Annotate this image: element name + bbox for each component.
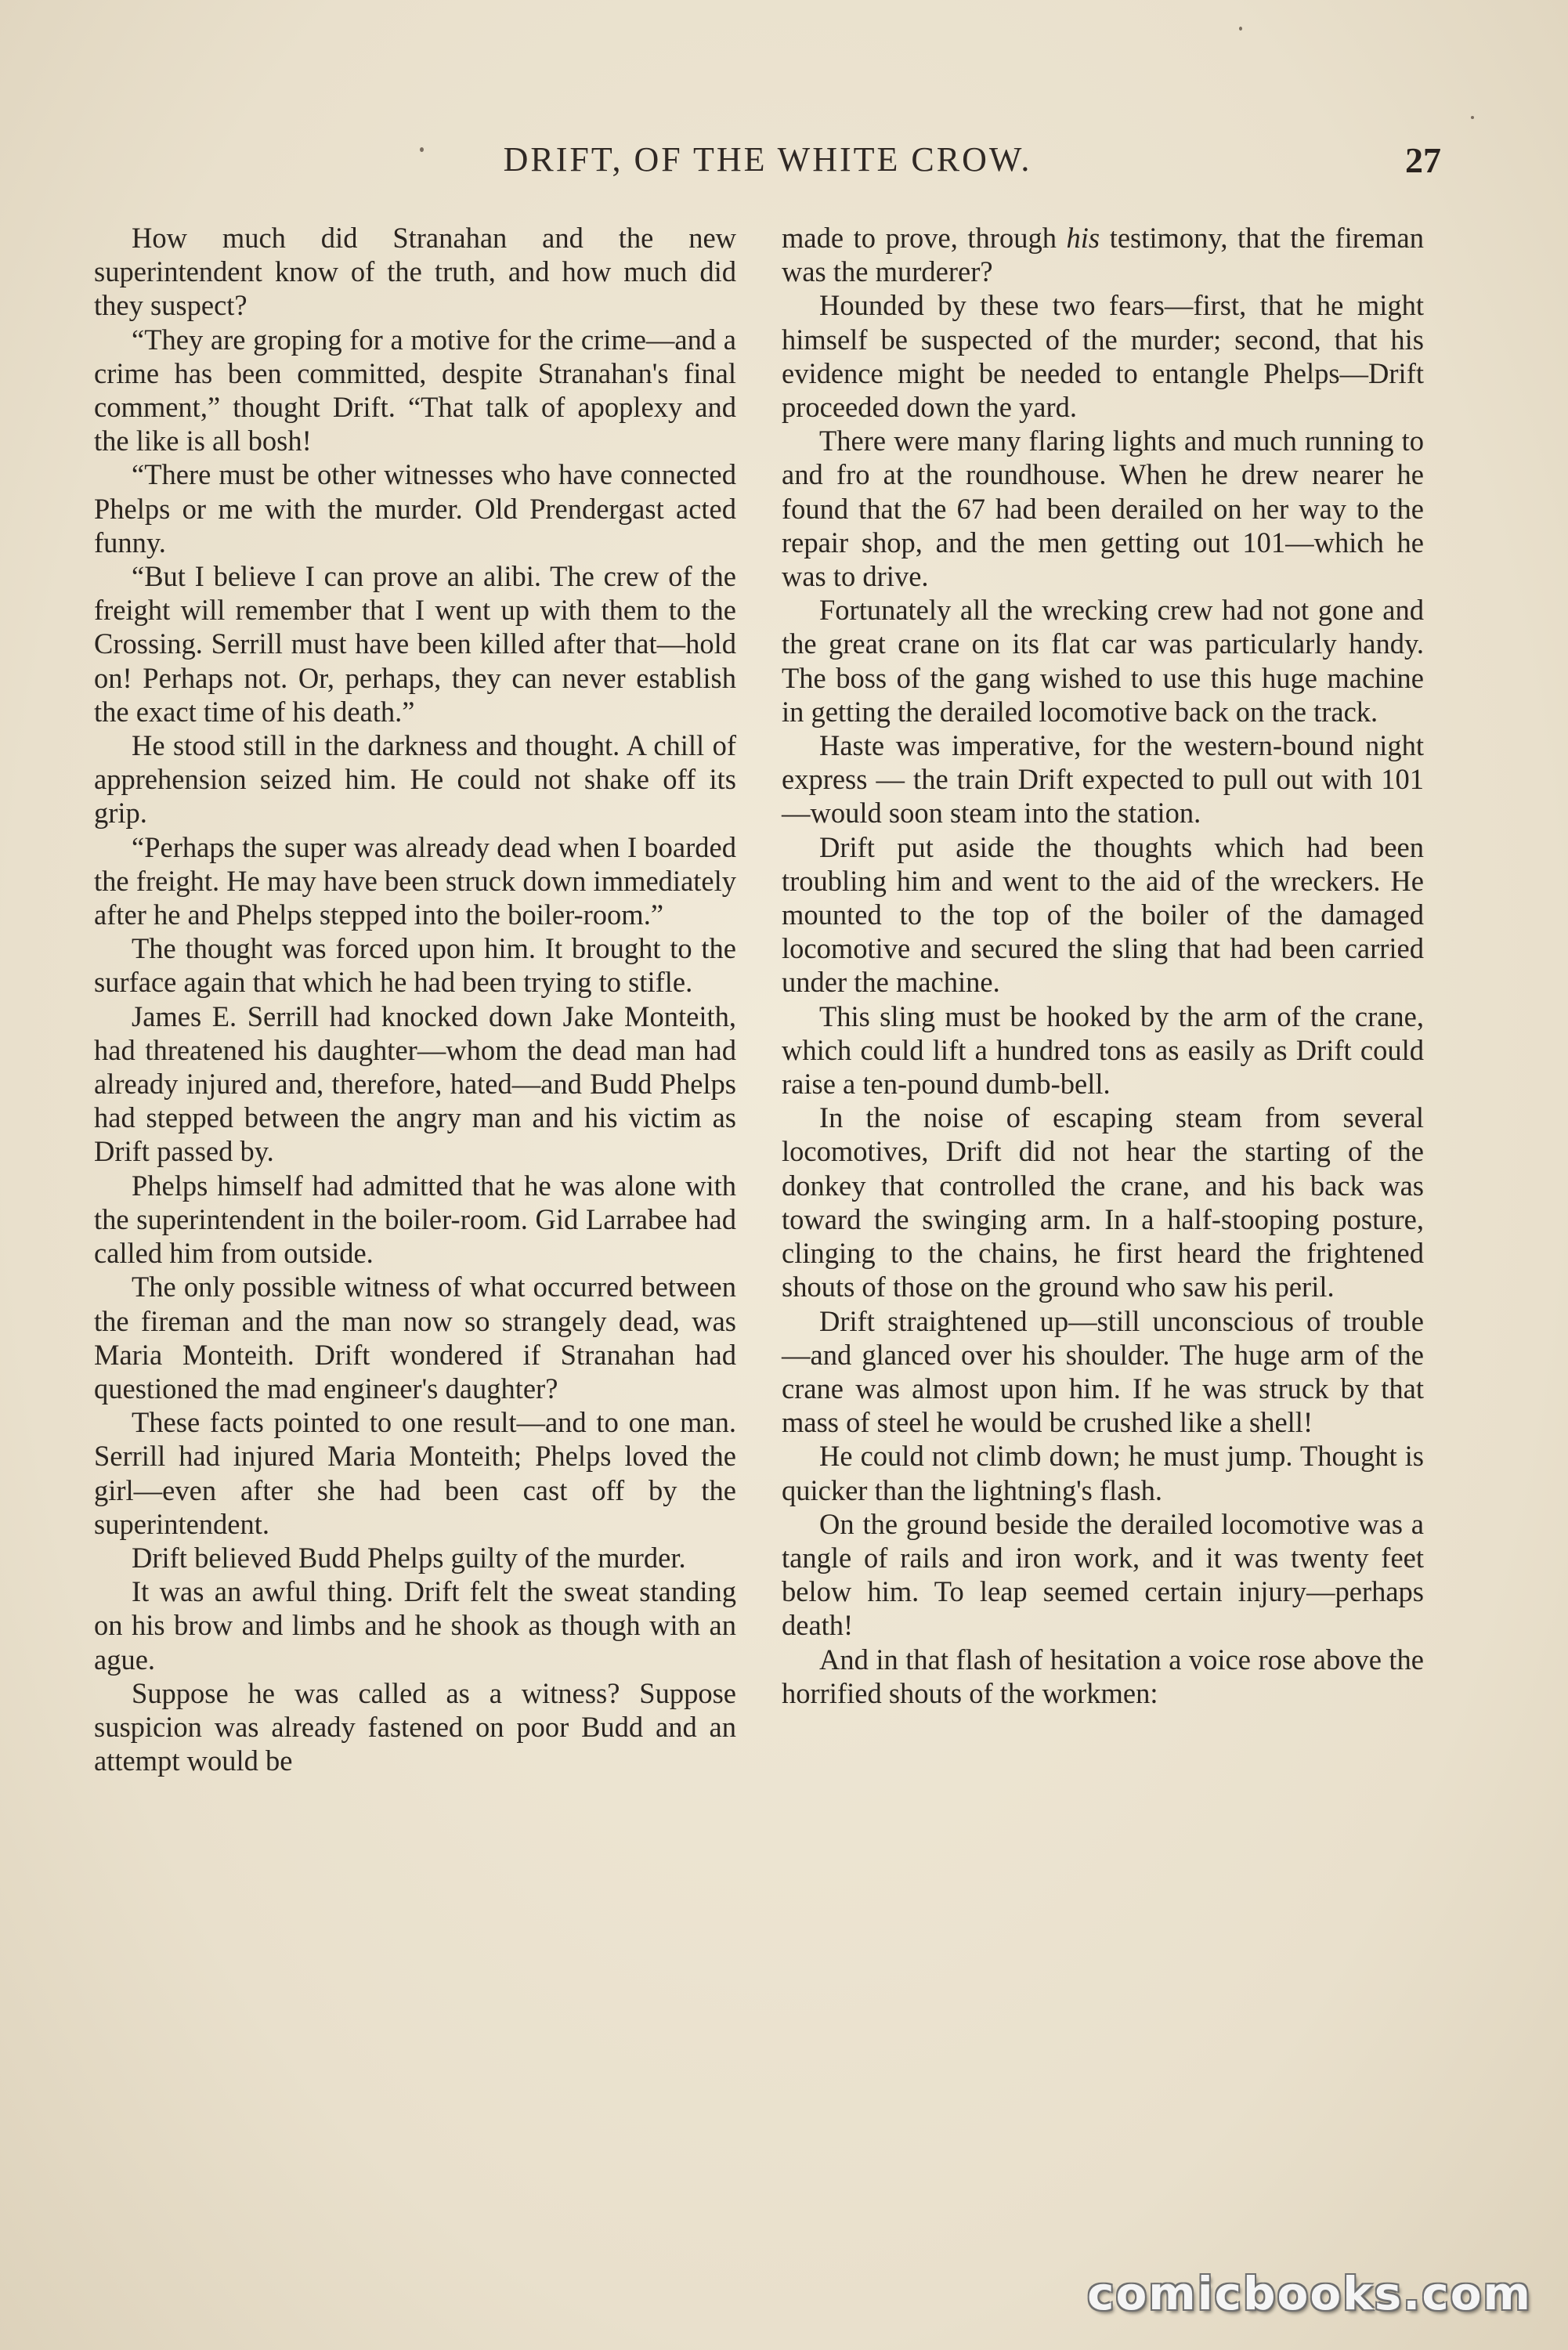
paragraph: Haste was imperative, for the western-bound night express — the train Drift expected to pull out with 101—would soon steam into the station. <box>782 729 1424 830</box>
ink-speck <box>1471 116 1474 119</box>
paragraph: James E. Serrill had knocked down Jake Monteith, had threatened his daughter—whom the dead man had already injured and, therefore, hated—and Budd Phelps had stepped between the angry man and his victim as Drift passed by. <box>94 1000 736 1168</box>
left-text-column <box>94 221 736 2195</box>
paragraph: The thought was forced upon him. It brought to the surface again that which he had been trying to stifle. <box>94 932 736 999</box>
ink-speck <box>1239 27 1242 31</box>
paragraph: “There must be other witnesses who have connected Phelps or me with the murder. Old Prendergast acted funny. <box>94 458 736 559</box>
paragraph: And in that flash of hesitation a voice rose above the horrified shouts of the workmen: <box>782 1643 1424 1709</box>
watermark: comicbooks.com <box>1087 2267 1532 2320</box>
paragraph: Fortunately all the wrecking crew had not gone and the great crane on its flat car was particularly handy. The boss of the gang wished to use this huge machine in getting the derailed locomotive back on the track. <box>782 594 1424 728</box>
paragraph: Suppose he was called as a witness? Suppose suspicion was already fastened on poor Budd and an attempt would be <box>94 1676 736 1777</box>
paragraph: He could not climb down; he must jump. Thought is quicker than the lightning's flash. <box>782 1440 1424 1506</box>
paragraph: This sling must be hooked by the arm of the crane, which could lift a hundred tons as easily as Drift could raise a ten-pound dumb-bell. <box>782 1000 1424 1101</box>
paragraph: The only possible witness of what occurred between the fireman and the man now so strangely dead, was Maria Monteith. Drift wondered if Stranahan had questioned the mad engineer's daughter? <box>94 1271 736 1405</box>
paragraph: It was an awful thing. Drift felt the sweat standing on his brow and limbs and he shook as though with an ague. <box>94 1575 736 1676</box>
page-number: 27 <box>1405 140 1441 180</box>
paragraph: Drift straightened up—still unconscious of trouble—and glanced over his shoulder. The huge arm of the crane was almost upon him. If he was struck by that mass of steel he would be crushed like a shell! <box>782 1304 1424 1439</box>
right-text-column <box>782 221 1424 2195</box>
paragraph: made to prove, through his testimony, that the fireman was the murderer? <box>782 222 1424 288</box>
page-header <box>94 139 1441 194</box>
paragraph: Drift put aside the thoughts which had been troubling him and went to the aid of the wreckers. He mounted to the top of the boiler of the damaged locomotive and secured the sling that had been carried under the machine. <box>782 830 1424 999</box>
paragraph: These facts pointed to one result—and to one man. Serrill had injured Maria Monteith; Phelps loved the girl—even after she had been cast off by the superintendent. <box>94 1406 736 1540</box>
paragraph: Hounded by these two fears—first, that he might himself be suspected of the murder; second, that his evidence might be needed to entangle Phelps—Drift proceeded down the yard. <box>782 289 1424 424</box>
paragraph: Drift believed Budd Phelps guilty of the murder. <box>132 1541 686 1574</box>
paragraph: He stood still in the darkness and thought. A chill of apprehension seized him. He could not shake off its grip. <box>94 729 736 830</box>
paragraph: “But I believe I can prove an alibi. The crew of the freight will remember that I went up with them to the Crossing. Serrill must have been killed after that—hold on! Perhaps not. Or, perhaps, they can never establish the exact time of his death.” <box>94 560 736 728</box>
paragraph: There were many flaring lights and much running to and fro at the roundhouse. When he drew nearer he found that the 67 had been derailed on her way to the repair shop, and the men getting out 101—which he was to drive. <box>782 425 1424 593</box>
emphasis: his <box>1066 222 1100 254</box>
paragraph: “They are groping for a motive for the crime—and a crime has been committed, despite Stranahan's final comment,” thought Drift. “That talk of apoplexy and the like is all bosh! <box>94 323 736 457</box>
running-title: DRIFT, OF THE WHITE CROW. <box>503 140 1032 179</box>
paragraph: “Perhaps the super was already dead when I boarded the freight. He may have been struck down immediately after he and Phelps stepped into the boiler-room.” <box>94 830 736 931</box>
paragraph: On the ground beside the derailed locomotive was a tangle of rails and iron work, and it was twenty feet below him. To leap seemed certain injury—perhaps death! <box>782 1507 1424 1642</box>
paragraph: In the noise of escaping steam from several locomotives, Drift did not hear the starting of the donkey that controlled the crane, and his back was toward the swinging arm. In a half-stooping posture, clinging to the chains, he first heard the frightened shouts of those on the ground who saw his peril. <box>782 1101 1424 1303</box>
paragraph: How much did Stranahan and the new superintendent know of the truth, and how much did they suspect? <box>94 222 736 322</box>
paragraph: Phelps himself had admitted that he was alone with the superintendent in the boiler-room. Gid Larrabee had called him from outside. <box>94 1169 736 1270</box>
